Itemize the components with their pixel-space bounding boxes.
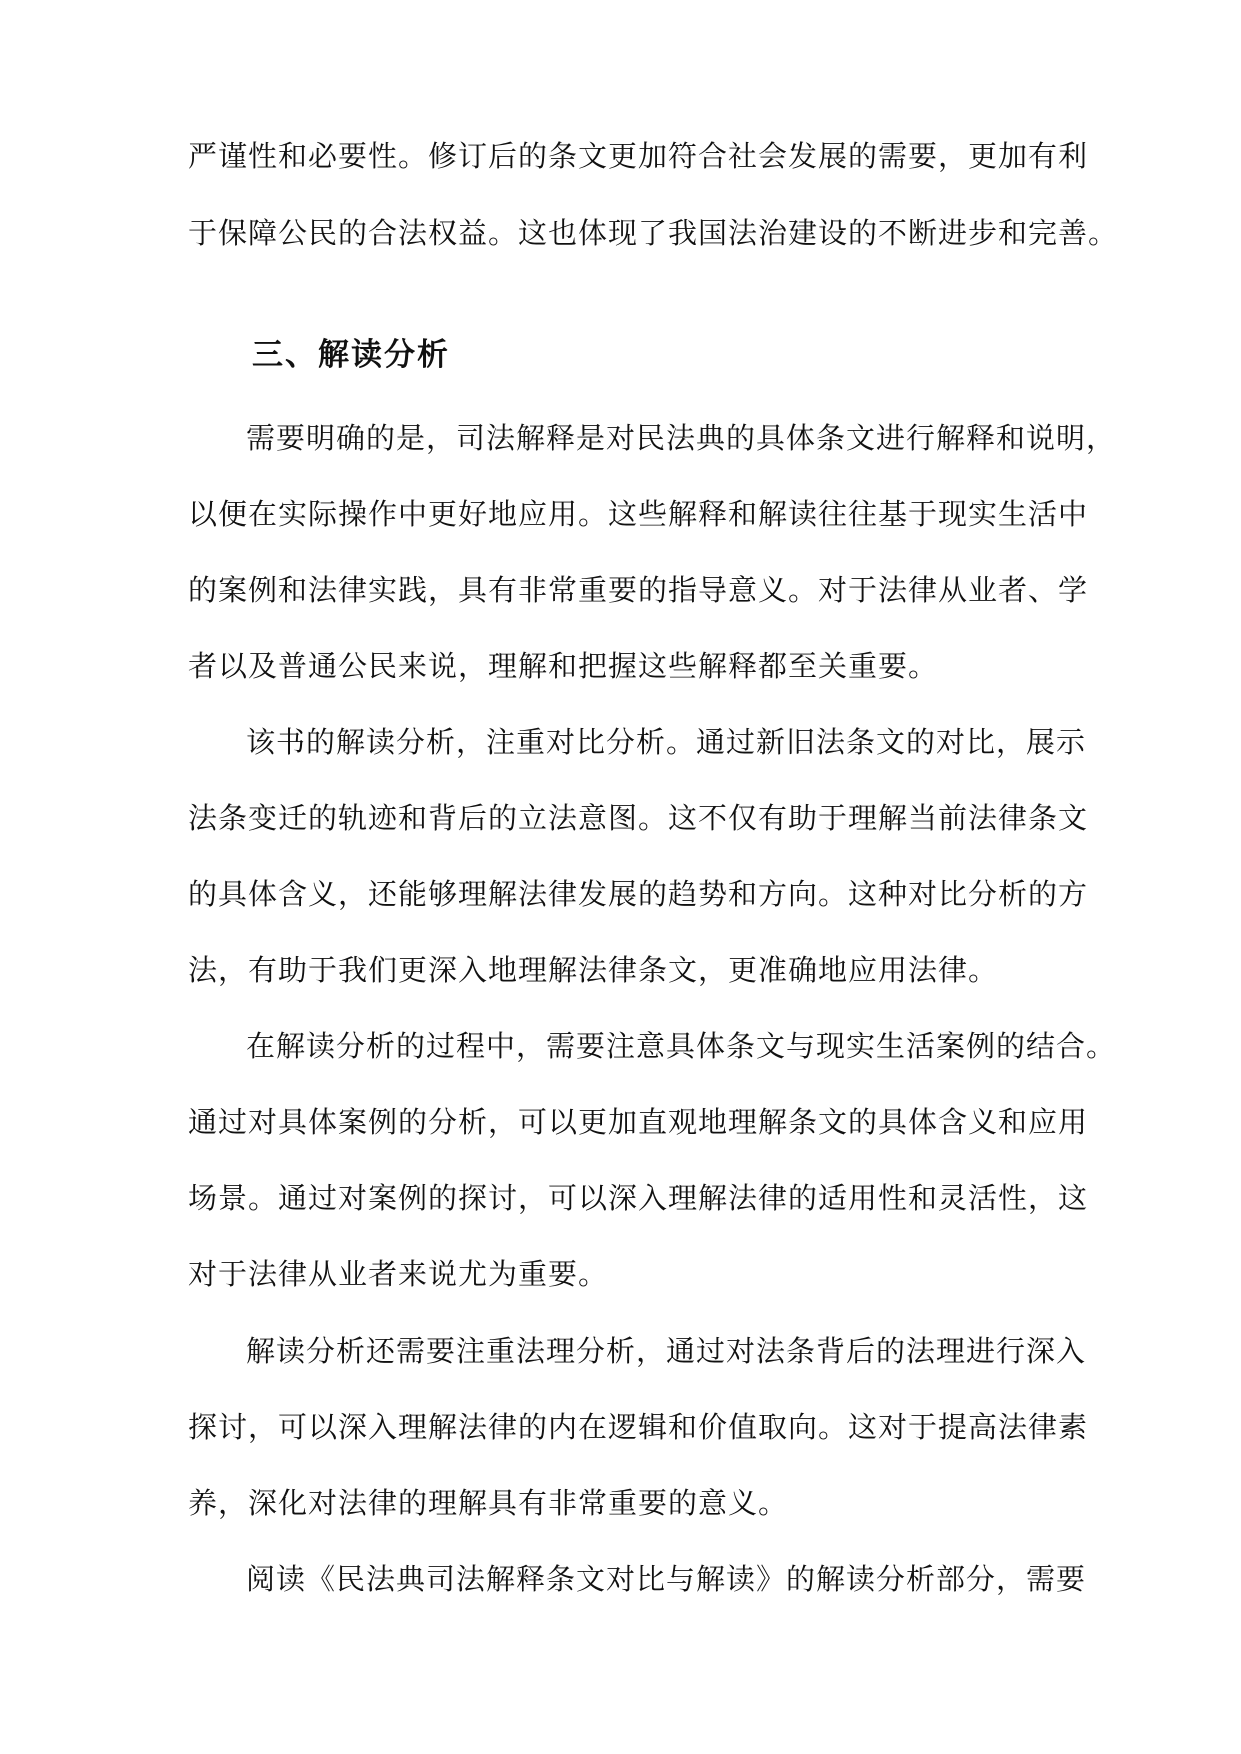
body-text-line: 于保障公民的合法权益。这也体现了我国法治建设的不断进步和完善。 xyxy=(188,216,1119,250)
paragraph-first-line: 在解读分析的过程中，需要注意具体条文与现实生活案例的结合。 xyxy=(246,1029,1117,1063)
body-text-line: 的案例和法律实践，具有非常重要的指导意义。对于法律从业者、学 xyxy=(188,573,1089,607)
section-heading: 三、解读分析 xyxy=(252,337,450,373)
body-text-line: 通过对具体案例的分析，可以更加直观地理解条文的具体含义和应用 xyxy=(188,1105,1089,1139)
body-text-line: 法条变迁的轨迹和背后的立法意图。这不仅有助于理解当前法律条文 xyxy=(188,801,1089,835)
paragraph-first-line: 解读分析还需要注重法理分析，通过对法条背后的法理进行深入 xyxy=(246,1334,1087,1368)
body-text-line: 对于法律从业者来说尤为重要。 xyxy=(188,1257,609,1291)
body-text-line: 严谨性和必要性。修订后的条文更加符合社会发展的需要，更加有利 xyxy=(188,139,1089,173)
paragraph-first-line: 阅读《民法典司法解释条文对比与解读》的解读分析部分，需要 xyxy=(246,1562,1087,1596)
body-text-line: 以便在实际操作中更好地应用。这些解释和解读往往基于现实生活中 xyxy=(188,497,1089,531)
body-text-line: 者以及普通公民来说，理解和把握这些解释都至关重要。 xyxy=(188,649,939,683)
body-text-line: 场景。通过对案例的探讨，可以深入理解法律的适用性和灵活性，这 xyxy=(188,1181,1089,1215)
body-text-line: 的具体含义，还能够理解法律发展的趋势和方向。这种对比分析的方 xyxy=(188,877,1089,911)
paragraph-first-line: 需要明确的是，司法解释是对民法典的具体条文进行解释和说明， xyxy=(246,421,1117,455)
body-text-line: 探讨，可以深入理解法律的内在逻辑和价值取向。这对于提高法律素 xyxy=(188,1410,1089,1444)
body-text-line: 法，有助于我们更深入地理解法律条文，更准确地应用法律。 xyxy=(188,953,999,987)
body-text-line: 养，深化对法律的理解具有非常重要的意义。 xyxy=(188,1486,789,1520)
paragraph-first-line: 该书的解读分析，注重对比分析。通过新旧法条文的对比，展示 xyxy=(246,725,1087,759)
